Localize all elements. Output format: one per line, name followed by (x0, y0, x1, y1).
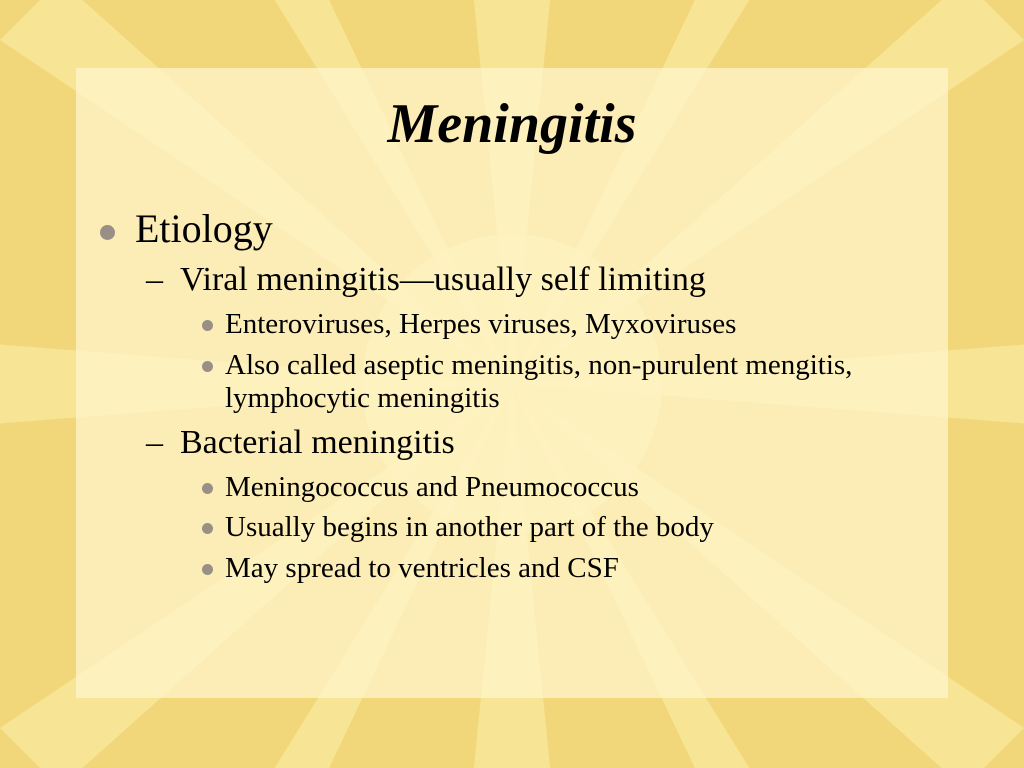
slide-title: Meningitis (387, 93, 637, 155)
bullet-meningococcus: Meningococcus and Pneumococcus (225, 471, 639, 503)
bullet-dot (202, 320, 213, 331)
bullet-aseptic-meningitis: Also called aseptic meningitis, non-purulent mengitis, lymphocytic meningitis (225, 349, 853, 414)
bullet-dot (202, 523, 213, 534)
bullet-may-spread: May spread to ventricles and CSF (225, 552, 619, 584)
dash-marker: – (146, 261, 163, 298)
bullet-dot (202, 361, 213, 372)
dash-marker: – (146, 424, 163, 461)
bullet-enteroviruses: Enteroviruses, Herpes viruses, Myxoviruses (225, 308, 737, 340)
bullet-dot (202, 564, 213, 575)
bullet-dot (202, 483, 213, 494)
bullet-dot (100, 225, 115, 240)
bullet-bacterial-meningitis: Bacterial meningitis (180, 424, 455, 461)
bullet-etiology: Etiology (135, 206, 273, 251)
bullet-viral-meningitis: Viral meningitis—usually self limiting (180, 261, 706, 298)
bullet-usually-begins: Usually begins in another part of the body (225, 511, 714, 543)
